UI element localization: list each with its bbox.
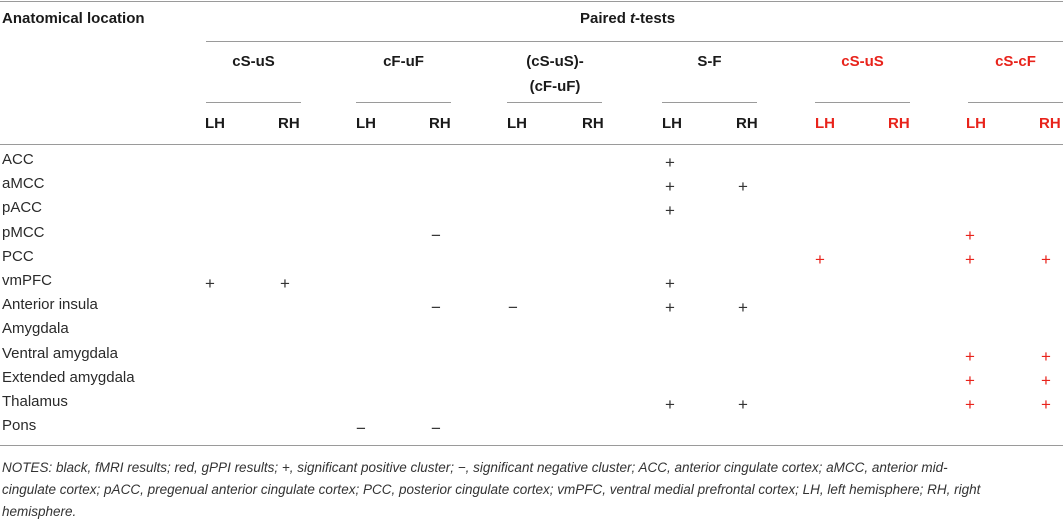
positive-cluster-mark: + bbox=[665, 298, 675, 318]
negative-cluster-mark: − bbox=[431, 298, 441, 318]
group-underline bbox=[507, 102, 602, 103]
negative-cluster-mark: − bbox=[508, 298, 518, 318]
row-label: PCC bbox=[2, 247, 34, 265]
group-underline bbox=[662, 102, 757, 103]
hemisphere-lh: LH bbox=[507, 115, 527, 132]
group-header-gppi-cs-cf: cS-cF bbox=[995, 53, 1036, 70]
positive-cluster-mark: + bbox=[665, 153, 675, 172]
row-label: Ventral amygdala bbox=[2, 344, 118, 362]
row-label: ACC bbox=[2, 151, 34, 168]
row-label: Amygdala bbox=[2, 320, 69, 338]
table-bottom-rule bbox=[0, 445, 1063, 446]
row-label: vmPFC bbox=[2, 272, 52, 289]
row-label: Extended amygdala bbox=[2, 368, 135, 386]
group-underline bbox=[356, 102, 451, 103]
hemisphere-rh: RH bbox=[1039, 115, 1061, 132]
hemisphere-rh: RH bbox=[278, 115, 300, 132]
positive-cluster-mark: + bbox=[738, 177, 748, 197]
positive-cluster-mark: + bbox=[205, 274, 215, 293]
hemisphere-rh: RH bbox=[736, 115, 758, 132]
table-notes bbox=[2, 457, 980, 523]
hemisphere-lh: LH bbox=[205, 115, 225, 132]
row-label: pACC bbox=[2, 199, 43, 217]
notes-line: NOTES: black, fMRI results; red, gPPI results; +, significant positive cluster; −, significant negative cluster; ACC, anterior cingulate cortex; aMCC, anterior mid- bbox=[2, 460, 948, 475]
positive-cluster-mark: + bbox=[965, 249, 975, 269]
positive-cluster-mark: + bbox=[965, 395, 975, 414]
hemisphere-rh: RH bbox=[888, 115, 910, 132]
hemisphere-lh: LH bbox=[662, 115, 682, 132]
group-header-interaction-line2: (cF-uF) bbox=[529, 78, 581, 95]
row-label: Thalamus bbox=[2, 393, 68, 410]
negative-cluster-mark: − bbox=[356, 419, 366, 439]
positive-cluster-mark: + bbox=[1041, 370, 1051, 390]
group-header-s-f: S-F bbox=[697, 53, 722, 70]
hemisphere-lh: LH bbox=[815, 115, 835, 132]
hemisphere-lh: LH bbox=[966, 115, 986, 132]
paired-tests-header: Paired t-tests bbox=[580, 10, 676, 27]
table-top-rule bbox=[0, 1, 1063, 2]
positive-cluster-mark: + bbox=[965, 225, 975, 245]
positive-cluster-mark: + bbox=[965, 370, 975, 390]
positive-cluster-mark: + bbox=[1041, 346, 1051, 366]
header-bottom-rule bbox=[0, 144, 1063, 145]
hemisphere-rh: RH bbox=[429, 115, 451, 132]
negative-cluster-mark: − bbox=[431, 419, 441, 439]
group-underline bbox=[968, 102, 1063, 103]
row-label: Pons bbox=[2, 417, 37, 435]
positive-cluster-mark: + bbox=[665, 177, 675, 197]
row-label: pMCC bbox=[2, 223, 45, 241]
group-header-cf-uf: cF-uF bbox=[383, 53, 424, 70]
paired-tests-underline bbox=[206, 41, 1063, 42]
positive-cluster-mark: + bbox=[815, 249, 825, 269]
group-header-interaction-line1: (cS-uS)- bbox=[526, 53, 584, 70]
positive-cluster-mark: + bbox=[738, 298, 748, 318]
hemisphere-rh: RH bbox=[582, 115, 604, 132]
group-underline bbox=[206, 102, 301, 103]
positive-cluster-mark: + bbox=[965, 346, 975, 366]
positive-cluster-mark: + bbox=[1041, 395, 1051, 414]
group-underline bbox=[815, 102, 910, 103]
location-header: Anatomical location bbox=[2, 10, 145, 27]
positive-cluster-mark: + bbox=[738, 395, 748, 414]
hemisphere-lh: LH bbox=[356, 115, 376, 132]
row-label: Anterior insula bbox=[2, 296, 98, 314]
group-header-gppi-cs-us: cS-uS bbox=[841, 53, 884, 70]
positive-cluster-mark: + bbox=[665, 201, 675, 221]
positive-cluster-mark: + bbox=[1041, 249, 1051, 269]
notes-line: hemisphere. bbox=[2, 504, 77, 519]
positive-cluster-mark: + bbox=[665, 395, 675, 414]
group-header-cs-us: cS-uS bbox=[232, 53, 275, 70]
positive-cluster-mark: + bbox=[280, 274, 290, 293]
notes-line: cingulate cortex; pACC, pregenual anterior cingulate cortex; PCC, posterior cingulate cortex; vmPFC, ventral medial prefrontal cortex; LH, left hemisphere; RH, right bbox=[2, 482, 981, 497]
negative-cluster-mark: − bbox=[431, 225, 441, 245]
row-label: aMCC bbox=[2, 175, 45, 193]
positive-cluster-mark: + bbox=[665, 274, 675, 293]
